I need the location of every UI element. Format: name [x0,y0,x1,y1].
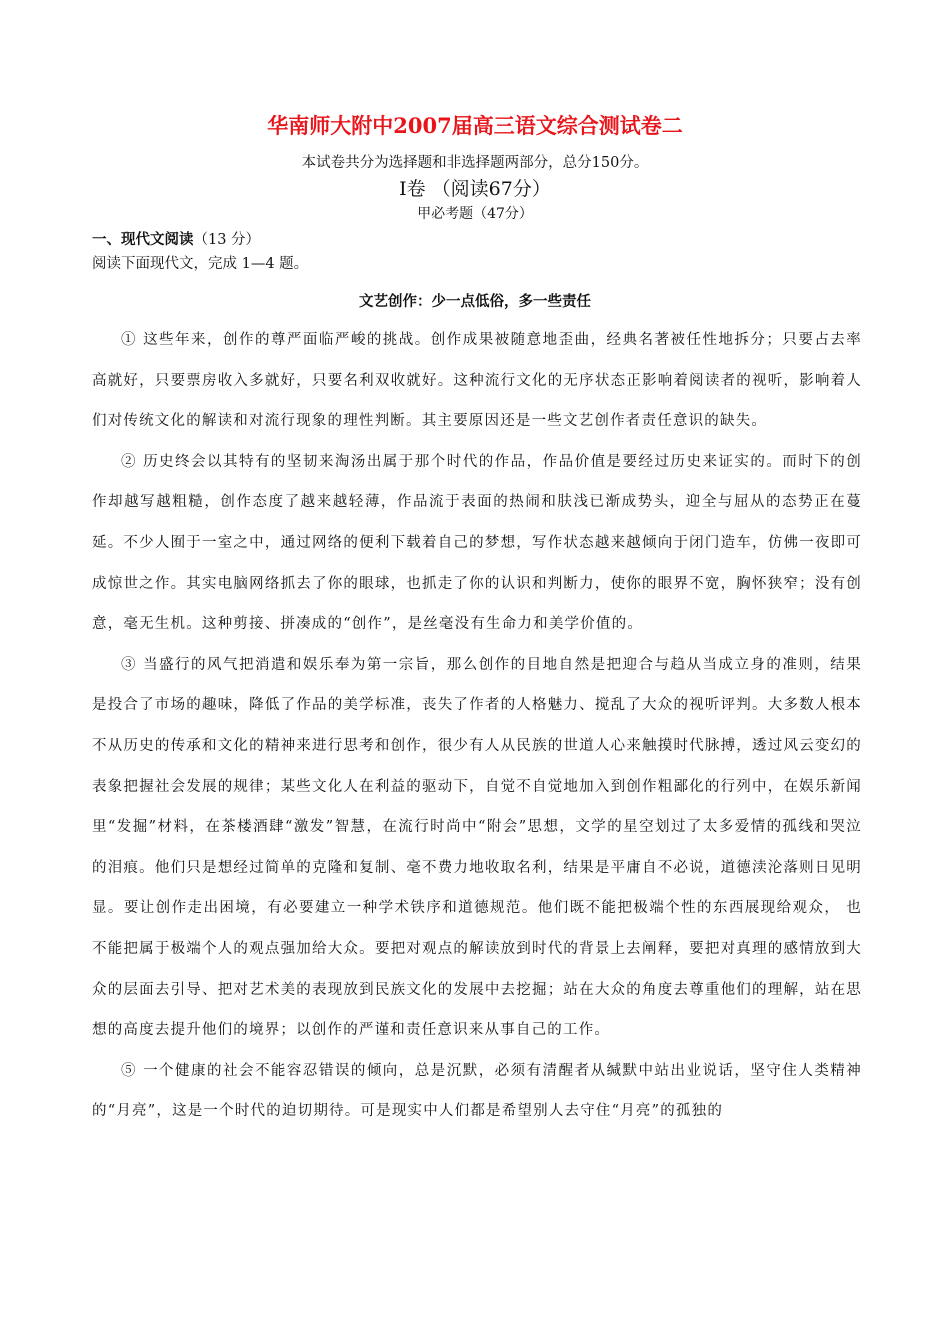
article-body [92,320,862,1132]
paragraph-2: ② 历史终会以其特有的坚韧来淘汤出属于那个时代的作品，作品价值是要经过历史来证实的。而时下的创作却越写越粗糙，创作态度了越来越轻薄，作品流于表面的热闹和肤浅已渐成势头，迎全与屈从的态势正在蔓延。不少人囿于一室之中，通过网络的便利下载着自己的梦想，写作状态越来越倾向于闭门造车，仿佛一夜即可成惊世之作。其实电脑网络抓去了你的眼球，也抓走了你的认识和判断力，使你的眼界不宽，胸怀狭窄；没有创意，毫无生机。这种剪接、拼凑成的“创作”，是丝毫没有生命力和美学价值的。 [92,453,862,633]
paragraph-1: ① 这些年来，创作的尊严面临严峻的挑战。创作成果被随意地歪曲，经典名著被任性地拆分；只要占去率高就好，只要票房收入多就好，只要名利双收就好。这种流行文化的无序状态正影响着阅读者的视听，影响着人们对传统文化的解读和对流行现象的理性判断。其主要原因还是一些文艺创作者责任意识的缺失。 [92,332,862,430]
section-label: 一、现代文阅读 [92,232,194,248]
section-heading [92,228,260,249]
paragraph-3: ③ 当盛行的风气把消遣和娱乐奉为第一宗旨，那么创作的目地自然是把迎合与趋从当成立身的准则，结果是投合了市场的趣味，降低了作品的美学标准，丧失了作者的人格魅力、搅乱了大众的视听评判。大多数人根本不从历史的传承和文化的精神来进行思考和创作，很少有人从民族的世道人心来触摸时代脉搏，透过风云变幻的表象把握社会发展的规律；某些文化人在利益的驱动下，自觉不自觉地加入到创作粗鄙化的行列中，在娱乐新闻里“发掘”材料，在茶楼酒肆“激发”智慧，在流行时尚中“附会”思想，文学的星空划过了太多爱情的孤线和哭泣的泪痕。他们只是想经过简单的克隆和复制、毫不费力地收取名利，结果是平庸自不必说，道德渎沦落则日见明显。要让创作走出困境，有必要建立一种学术铁序和道德规范。他们既不能把极端个性的东西展现给观众， 也不能把属于极端个人的观点强加给大众。要把对观点的解读放到时代的背景上去阐释，要把对真理的感情放到大众的层面去引导、把对艺术美的表现放到民族文化的发展中去挖掘；站在大众的角度去尊重他们的理解，站在思想的高度去提升他们的境界；以创作的严谨和责任意识来从事自己的工作。 [92,656,862,1039]
section-points: （13 分） [193,232,261,248]
exam-title: 华南师大附中2007届高三语文综合测试卷二 [267,113,683,138]
paragraph-5: ⑤ 一个健康的社会不能容忍错误的倾向，总是沉默，必须有清醒者从缄默中站出业说话，坚守住人类精神的“月亮”，这是一个时代的迫切期待。可是现实中人们都是希望别人去守住“月亮”的孤独的 [92,1062,862,1120]
exam-intro: 本试卷共分为选择题和非选择题两部分，总分150分。 [301,155,649,171]
part-heading: Ⅰ卷 （阅读67分） [399,178,551,200]
part-subheading: 甲必考题（47分） [417,206,533,222]
article-title: 文艺创作：少一点低俗，多一些责任 [359,294,591,310]
reading-instruction: 阅读下面现代文，完成 1—4 题。 [92,256,309,272]
